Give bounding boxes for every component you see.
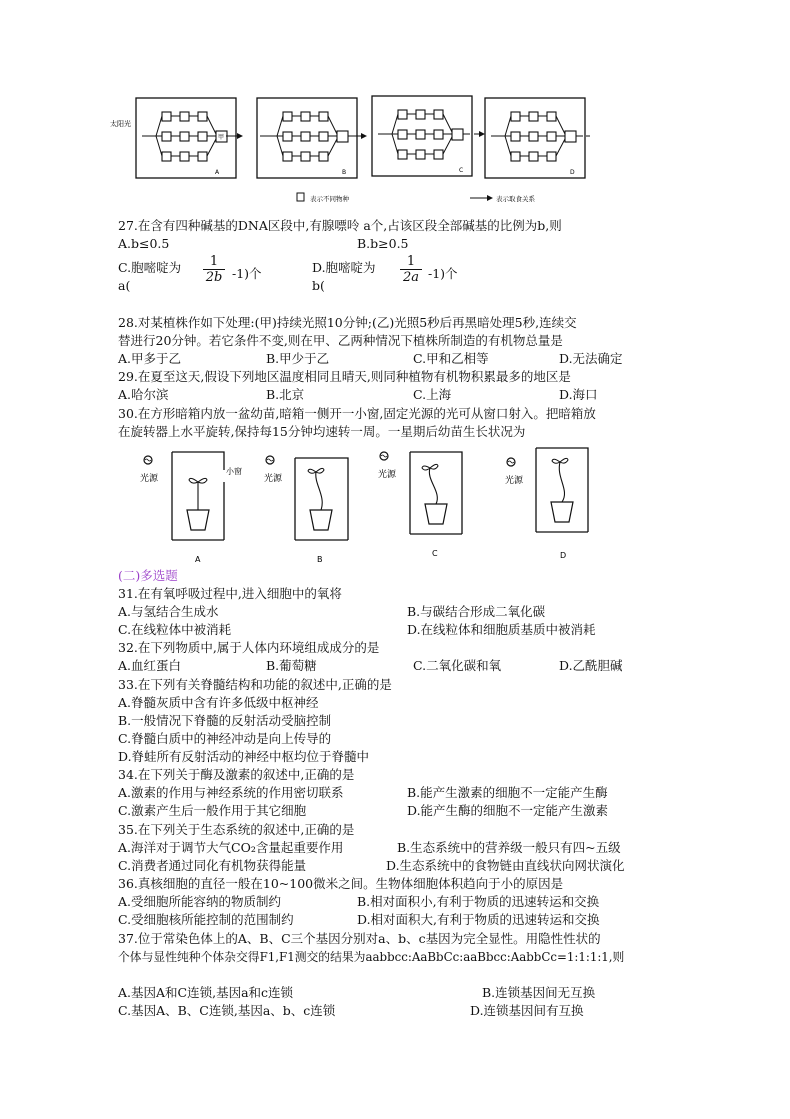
q32-option-b: B.葡萄糖: [266, 658, 317, 673]
q31-option-c: C.在线粒体中被消耗: [118, 622, 232, 637]
q28-option-c: C.甲和乙相等: [413, 351, 489, 366]
q29-option-c: C.上海: [413, 387, 452, 402]
q29-option-d: D.海口: [559, 387, 598, 402]
legend-species-icon: [297, 193, 304, 201]
q27-d-denominator: 2a: [402, 270, 420, 285]
light-label-a: 光源: [140, 474, 159, 484]
q34-option-c: C.激素产生后一般作用于其它细胞: [118, 803, 307, 818]
q27-option-d-fraction: [400, 254, 422, 285]
q29-option-b: B.北京: [266, 387, 305, 402]
food-web-panel-d: [485, 98, 590, 178]
q27-option-c-suffix: -1)个: [232, 266, 262, 281]
panel-label-d: D: [570, 169, 575, 176]
q32-option-d: D.乙酰胆碱: [559, 658, 623, 673]
q37-option-a: A.基因A和C连锁,基因a和c连锁: [118, 985, 294, 1000]
q34-option-d: D.能产生酶的细胞不一定能产生激素: [407, 803, 609, 818]
q28-option-b: B.甲少于乙: [266, 351, 330, 366]
q28-option-a: A.甲多于乙: [118, 351, 182, 366]
q35-option-d: D.生态系统中的食物链由直线状向网状演化: [386, 858, 625, 873]
food-web-panel-c: [372, 96, 484, 176]
q34-stem: 34.在下列关于酶及激素的叙述中,正确的是: [118, 767, 355, 782]
end-label-a: 甲: [218, 134, 225, 141]
q37-stem-2: 个体与显性纯种个体杂交得F1,F1测交的结果为aabbcc:AaBbCc:aaBbcc:AabbCc=1:1:1:1,则: [118, 950, 625, 964]
q29-stem: 29.在夏至这天,假设下列地区温度相同且晴天,则同种植物有机物积累最多的地区是: [118, 369, 571, 384]
q33-option-a: A.脊髓灰质中含有许多低级中枢神经: [118, 695, 319, 710]
panel-label-c: C: [459, 167, 464, 174]
sun-label: 太阳光: [110, 120, 131, 128]
panel-label-a: A: [215, 169, 220, 176]
q27-option-c-prefix: a(: [118, 278, 131, 293]
food-web-figure: [110, 92, 590, 210]
q32-option-c: C.二氧化碳和氧: [413, 658, 502, 673]
q30-stem-2: 在旋转器上水平旋转,保持每15分钟均速转一周。一星期后幼苗生长状况为: [118, 424, 526, 439]
section-multiple-choice-heading: (二)多选题: [118, 568, 178, 583]
q35-option-b: B.生态系统中的营养级一般只有四~五级: [397, 840, 621, 855]
seedling-panel-b: [264, 456, 348, 564]
q31-option-d: D.在线粒体和细胞质基质中被消耗: [407, 622, 596, 637]
q37-option-b: B.连锁基因间无互换: [482, 985, 596, 1000]
light-label-b: 光源: [264, 474, 283, 484]
q27-option-c-fraction: [203, 254, 225, 285]
food-web-panel-a: [110, 98, 242, 178]
q33-stem: 33.在下列有关脊髓结构和功能的叙述中,正确的是: [118, 677, 392, 692]
seedling-figure: [112, 444, 612, 566]
seedling-panel-d: [505, 448, 588, 560]
q28-option-d: D.无法确定: [559, 351, 623, 366]
seedling-panel-a: [140, 452, 242, 564]
q27-option-b: B.b≥0.5: [357, 236, 409, 251]
q33-option-c: C.脊髓白质中的神经冲动是向上传导的: [118, 731, 332, 746]
q27-c-numerator: 1: [203, 254, 225, 270]
q27-option-d-prefix: b(: [312, 278, 325, 293]
seedling-panel-c: [378, 452, 462, 558]
seedling-panel-label-b: B: [317, 555, 323, 564]
q36-stem: 36.真核细胞的直径一般在10~100微米之间。生物体细胞体积趋向于小的原因是: [118, 876, 564, 891]
q27-option-d-suffix: -1)个: [428, 266, 458, 281]
q34-option-b: B.能产生激素的细胞不一定能产生酶: [407, 785, 608, 800]
q28-stem-1: 28.对某植株作如下处理:(甲)持续光照10分钟;(乙)光照5秒后再黑暗处理5秒,连续交: [118, 315, 577, 330]
q27-c-denominator: 2b: [205, 270, 223, 285]
light-label-d: 光源: [505, 476, 524, 486]
q36-option-a: A.受细胞所能容纳的物质制约: [118, 894, 282, 909]
q27-option-a: A.b≤0.5: [118, 236, 170, 251]
q27-d-numerator: 1: [400, 254, 422, 270]
light-label-c: 光源: [378, 470, 397, 480]
q31-stem: 31.在有氧呼吸过程中,进入细胞中的氧将: [118, 586, 342, 601]
q31-option-a: A.与氢结合生成水: [118, 604, 219, 619]
q32-stem: 32.在下列物质中,属于人体内环境组成成分的是: [118, 640, 380, 655]
q31-option-b: B.与碳结合形成二氧化碳: [407, 604, 546, 619]
seedling-panel-label-d: D: [560, 551, 567, 560]
q36-option-d: D.相对面积大,有利于物质的迅速转运和交换: [357, 912, 600, 927]
q35-option-c: C.消费者通过同化有机物获得能量: [118, 858, 307, 873]
q37-option-d: D.连锁基因间有互换: [470, 1003, 584, 1018]
legend-relation: 表示取食关系: [496, 195, 535, 203]
q35-stem: 35.在下列关于生态系统的叙述中,正确的是: [118, 822, 355, 837]
q35-option-a: A.海洋对于调节大气CO₂含量起重要作用: [118, 840, 344, 855]
seedling-panel-label-a: A: [195, 555, 201, 564]
q27-option-c: C.胞嘧啶为: [118, 260, 182, 275]
q27-option-d: D.胞嘧啶为: [312, 260, 376, 275]
q33-option-b: B.一般情况下脊髓的反射活动受脑控制: [118, 713, 332, 728]
panel-label-b: B: [342, 169, 347, 176]
q36-option-c: C.受细胞核所能控制的范围制约: [118, 912, 294, 927]
legend-species: 表示不同物种: [310, 195, 349, 203]
q37-stem-1: 37.位于常染色体上的A、B、C三个基因分别对a、b、c基因为完全显性。用隐性性状的: [118, 931, 601, 946]
q33-option-d: D.脊蛙所有反射活动的神经中枢均位于脊髓中: [118, 749, 370, 764]
q27-stem: 27.在含有四种碱基的DNA区段中,有腺嘌呤 a个,占该区段全部碱基的比例为b,则: [118, 218, 562, 233]
q37-option-c: C.基因A、B、C连锁,基因a、b、c连锁: [118, 1003, 336, 1018]
food-web-panel-b: [257, 98, 366, 178]
q32-option-a: A.血红蛋白: [118, 658, 182, 673]
q28-stem-2: 替进行20分钟。若它条件不变,则在甲、乙两种情况下植株所制造的有机物总量是: [118, 333, 563, 348]
q34-option-a: A.激素的作用与神经系统的作用密切联系: [118, 785, 344, 800]
q30-stem-1: 30.在方形暗箱内放一盆幼苗,暗箱一侧开一小窗,固定光源的光可从窗口射入。把暗箱放: [118, 406, 596, 421]
window-label: 小窗: [226, 467, 242, 476]
q36-option-b: B.相对面积小,有利于物质的迅速转运和交换: [357, 894, 600, 909]
q29-option-a: A.哈尔滨: [118, 387, 169, 402]
seedling-panel-label-c: C: [432, 549, 438, 558]
